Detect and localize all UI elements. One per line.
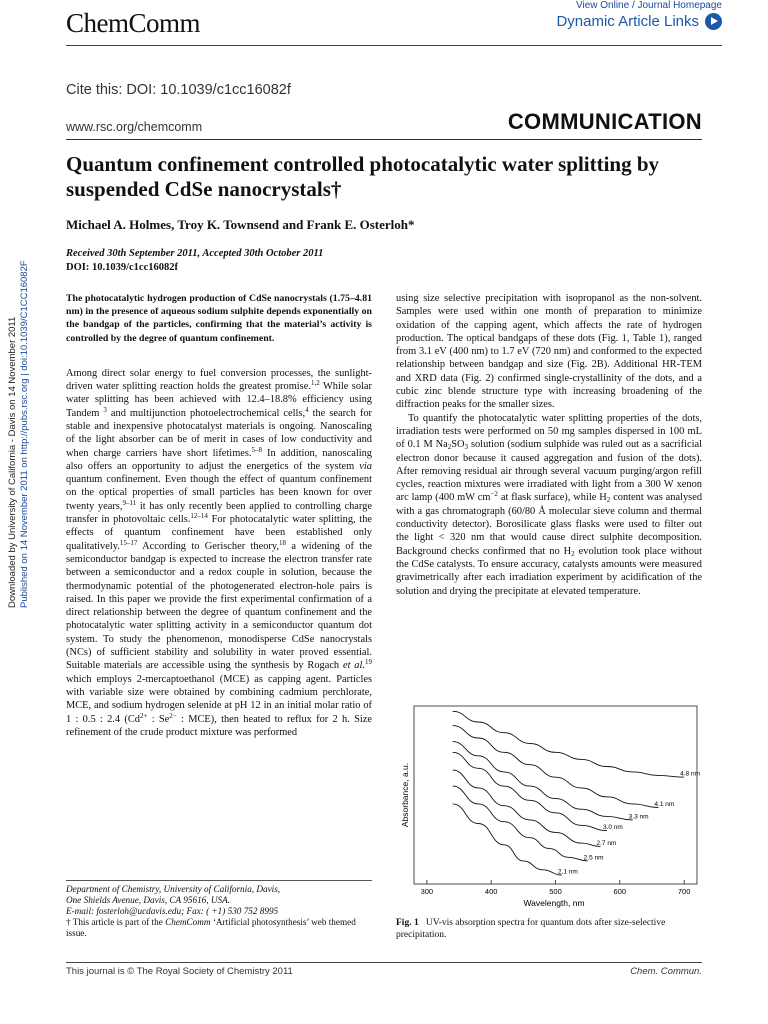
text: While solar water splitting has been achieved with 12.4–18.8% efficiency using Tandem bbox=[66, 381, 372, 419]
text: SO bbox=[451, 439, 465, 451]
series-line-4-8-nm bbox=[453, 711, 684, 777]
series-line-2-7-nm bbox=[453, 770, 601, 847]
journal-url[interactable]: www.rsc.org/chemcomm bbox=[66, 120, 203, 134]
series-label: 3.3 nm bbox=[628, 813, 649, 821]
affiliation-dept: Department of Chemistry, University of California, Davis, bbox=[66, 884, 281, 894]
charge: 2+ bbox=[139, 711, 148, 720]
x-tick-label: 300 bbox=[420, 887, 434, 896]
text-italic: via bbox=[359, 460, 372, 472]
ref[interactable]: 3 bbox=[103, 405, 107, 414]
series-label: 4.1 nm bbox=[654, 800, 675, 808]
series-line-2-5-nm bbox=[453, 786, 588, 861]
ref[interactable]: 12–14 bbox=[190, 512, 208, 521]
series-line-2-1-nm bbox=[453, 804, 562, 875]
text: : Se bbox=[147, 713, 170, 725]
subscript: 2 bbox=[571, 549, 575, 558]
received-info bbox=[66, 247, 323, 275]
series-label: 2.1 nm bbox=[557, 868, 578, 876]
contact-email[interactable]: E-mail: fosterloh@ucdavis.edu; Fax: ( +1) 530 752 8995 bbox=[66, 906, 279, 916]
footnote-rule bbox=[66, 880, 372, 881]
downloaded-note: Downloaded by University of California - Davis on 14 November 2011 bbox=[7, 316, 18, 608]
footnote bbox=[66, 884, 372, 939]
series-label: 3.0 nm bbox=[602, 824, 623, 832]
series-label: 2.5 nm bbox=[583, 854, 604, 862]
text: According to Gerischer theory, bbox=[137, 540, 279, 552]
journal-title: ChemComm bbox=[66, 8, 201, 38]
text: content was analysed with a gas chromatograph (60/80 Å molecular sieve column and thermal conductivity detector). Borosilicate glass flasks were used to filter out the light < 320 nm that would cause direct sulphite decomposition. Background checks confirmed that no H bbox=[396, 492, 703, 557]
series-line-4-1-nm bbox=[453, 726, 659, 808]
text-italic: ChemComm bbox=[165, 917, 211, 927]
title-rule bbox=[66, 139, 702, 140]
x-axis-label: Wavelength, nm bbox=[523, 898, 585, 908]
article-authors: Michael A. Holmes, Troy K. Townsend and Frank E. Osterloh* bbox=[66, 217, 415, 232]
text: : MCE), then heated to reflux for 2 h. Size refinement of the crude product mixture was performed bbox=[66, 713, 372, 738]
arrow-right-icon[interactable] bbox=[705, 13, 722, 30]
abstract: The photocatalytic hydrogen production of CdSe nanocrystals (1.75–4.81 nm) in the presence of aqueous sodium sulphite depends exponentially on the bandgap of the particles, confirming that the material’s activity is controlled by the degree of quantum confinement. bbox=[66, 293, 372, 344]
superscript: −2 bbox=[490, 490, 498, 499]
text: evolution took place without the CdSe catalysts. To ensure accuracy, catalysts amounts were measured gravimetrically after each irradiation experiment by acidification of the solution and drying the precipitate at elevated temperature. bbox=[396, 545, 703, 597]
body-paragraph-2: using size selective precipitation with isopropanol as the non-solvent. Samples were used within one month of preparation to minimize oxidation of the capping agent, which affects the rate of hydrogen production. The optical bandgaps of these dots (Fig. 1, Table 1), ranged from 3.1 eV (400 nm) to 1.7 eV (720 nm) and conformed to the expected relationship between bandgap and size (Fig. 2B). Additional HR-TEM and XRD data (Fig. 2) confirmed single-crystallinity of the dots, and a cubic zinc blende structure type with increasing broadening of the diffraction peaks for the smaller sizes. bbox=[396, 293, 702, 411]
absorption-chart bbox=[396, 700, 702, 914]
article-type: COMMUNICATION bbox=[507, 109, 702, 134]
cite-line: Cite this: DOI: 10.1039/c1cc16082f bbox=[66, 82, 291, 98]
series-line-3-0-nm bbox=[453, 752, 607, 830]
themed-issue-note bbox=[66, 917, 372, 939]
body-paragraph-3 bbox=[396, 412, 702, 598]
text: and multijunction photoelectrochemical cells, bbox=[106, 407, 306, 419]
caption-label: Fig. 1 bbox=[396, 918, 419, 928]
article-doi[interactable]: DOI: 10.1039/c1cc16082f bbox=[66, 262, 178, 273]
text: To quantify the photocatalytic water splitting properties of the dots, irradiation tests were performed on 50 mg samples dispersed in 100 mL of 0.1 M Na bbox=[396, 412, 702, 451]
series-label: 4.8 nm bbox=[680, 770, 701, 778]
ref[interactable]: 4 bbox=[305, 405, 309, 414]
dynamic-links-label[interactable]: Dynamic Article Links bbox=[556, 13, 699, 30]
header-rule bbox=[66, 45, 722, 46]
caption-text: UV-vis absorption spectra for quantum dots after size-selective precipitation. bbox=[396, 918, 666, 940]
ref[interactable]: 19 bbox=[365, 658, 372, 667]
ref[interactable]: 18 bbox=[278, 538, 286, 547]
subscript: 3 bbox=[464, 443, 469, 452]
text: quantum confinement. Even though the effect of quantum confinement on the optical properties of small particles has been known for over twenty years, bbox=[66, 474, 372, 512]
series-line-3-3-nm bbox=[453, 742, 633, 820]
plot-frame bbox=[414, 706, 697, 884]
x-tick-label: 400 bbox=[484, 887, 498, 896]
footer-journal: Chem. Commun. bbox=[630, 966, 702, 977]
x-tick-label: 600 bbox=[613, 887, 627, 896]
text-italic: et al. bbox=[342, 660, 365, 672]
ref[interactable]: 5–8 bbox=[251, 445, 263, 454]
footer-rule bbox=[66, 962, 702, 963]
text: it has only recently been applied to controlling charge transfer in photovoltaic cells. bbox=[66, 500, 372, 526]
published-note[interactable]: Published on 14 November 2011 on http://pubs.rsc.org | doi:10.1039/C1CC16082F bbox=[19, 260, 30, 608]
text: solution (sodium sulphide was ruled out as a sacrificial electron donor because it caused aggregation and fusion of the dots). After removing residual air through several vacuum purging/argon refill cycles, reaction mixtures were irradiated with light from a 300 W xenon arc lamp (400 mW cm bbox=[396, 439, 702, 504]
affiliation-address: One Shields Avenue, Davis, CA 95616, USA. bbox=[66, 895, 230, 905]
right-column bbox=[396, 292, 702, 598]
charge: 2− bbox=[169, 711, 177, 720]
subscript: 2 bbox=[606, 496, 611, 505]
text: which employs 2-mercaptoethanol (MCE) as capping agent. Particles with variable size were obtained by combining cadmium perchlorate, MCE, and sodium hydrogen selenide at pH 12 in an initial molar ratio of 1 : 0.5 : 2.4 (Cd bbox=[66, 673, 372, 725]
text: ‘Artificial photosynthesis’ web themed issue. bbox=[66, 917, 356, 938]
body-paragraph-1 bbox=[66, 367, 372, 739]
header-links bbox=[556, 0, 722, 30]
download-sidebar bbox=[3, 250, 33, 610]
text: For photocatalytic water splitting, the effects of quantum confinement have been established only qualitatively. bbox=[66, 514, 373, 552]
left-column bbox=[66, 292, 372, 739]
footer-copyright: This journal is © The Royal Society of Chemistry 2011 bbox=[66, 966, 293, 977]
text: Among direct solar energy to fuel conversion processes, the sunlight-driven water splitting reaction holds the greatest promise. bbox=[66, 367, 372, 393]
received-dates: Received 30th September 2011, Accepted 30th October 2011 bbox=[66, 248, 324, 259]
ref[interactable]: 15–17 bbox=[119, 538, 138, 547]
ref[interactable]: 1,2 bbox=[310, 379, 320, 388]
x-tick-label: 700 bbox=[677, 887, 691, 896]
text: a widening of the semiconductor bandgap is expected to increase the electron transfer rate between a semiconductor and a redox couple in solution, because the thermodynamic potential of the photogenerated electron-hole pairs is raised. In this paper we provide the first experimental confirmation of a direct relationship between the degree of quantum confinement and the photocatalytic water splitting activity in a semiconductor quantum dot system. To study the phenomenon, monodisperse CdSe nanocrystals (NCs) of sufficient stability and solubility in water proved essential. Suitable materials are accessible using the synthesis by Rogach bbox=[66, 540, 372, 672]
dynamic-article-links[interactable] bbox=[556, 13, 722, 30]
x-tick-label: 500 bbox=[549, 887, 562, 896]
figure-caption bbox=[396, 918, 702, 941]
ref[interactable]: 9–11 bbox=[122, 498, 137, 507]
text: † This article is part of the bbox=[66, 917, 166, 927]
text: In addition, nanoscaling also offers an opportunity to adjust the energetics of the system bbox=[66, 447, 372, 472]
text: at flask surface), while H bbox=[497, 492, 607, 504]
view-online-link[interactable]: View Online / Journal Homepage bbox=[575, 0, 722, 11]
article-title: Quantum confinement controlled photocatalytic water splitting by suspended CdSe nanocrystals† bbox=[66, 152, 660, 201]
y-axis-label: Absorbance, a.u. bbox=[400, 762, 410, 828]
text: the search for stable and inexpensive photocatalyst materials is ongoing. Nanoscaling of the light absorber can be of merit in cases of low conductivity and when charge carriers have short lifetimes. bbox=[66, 407, 373, 459]
series-label: 2.7 nm bbox=[596, 840, 617, 848]
subscript: 2 bbox=[447, 443, 452, 452]
